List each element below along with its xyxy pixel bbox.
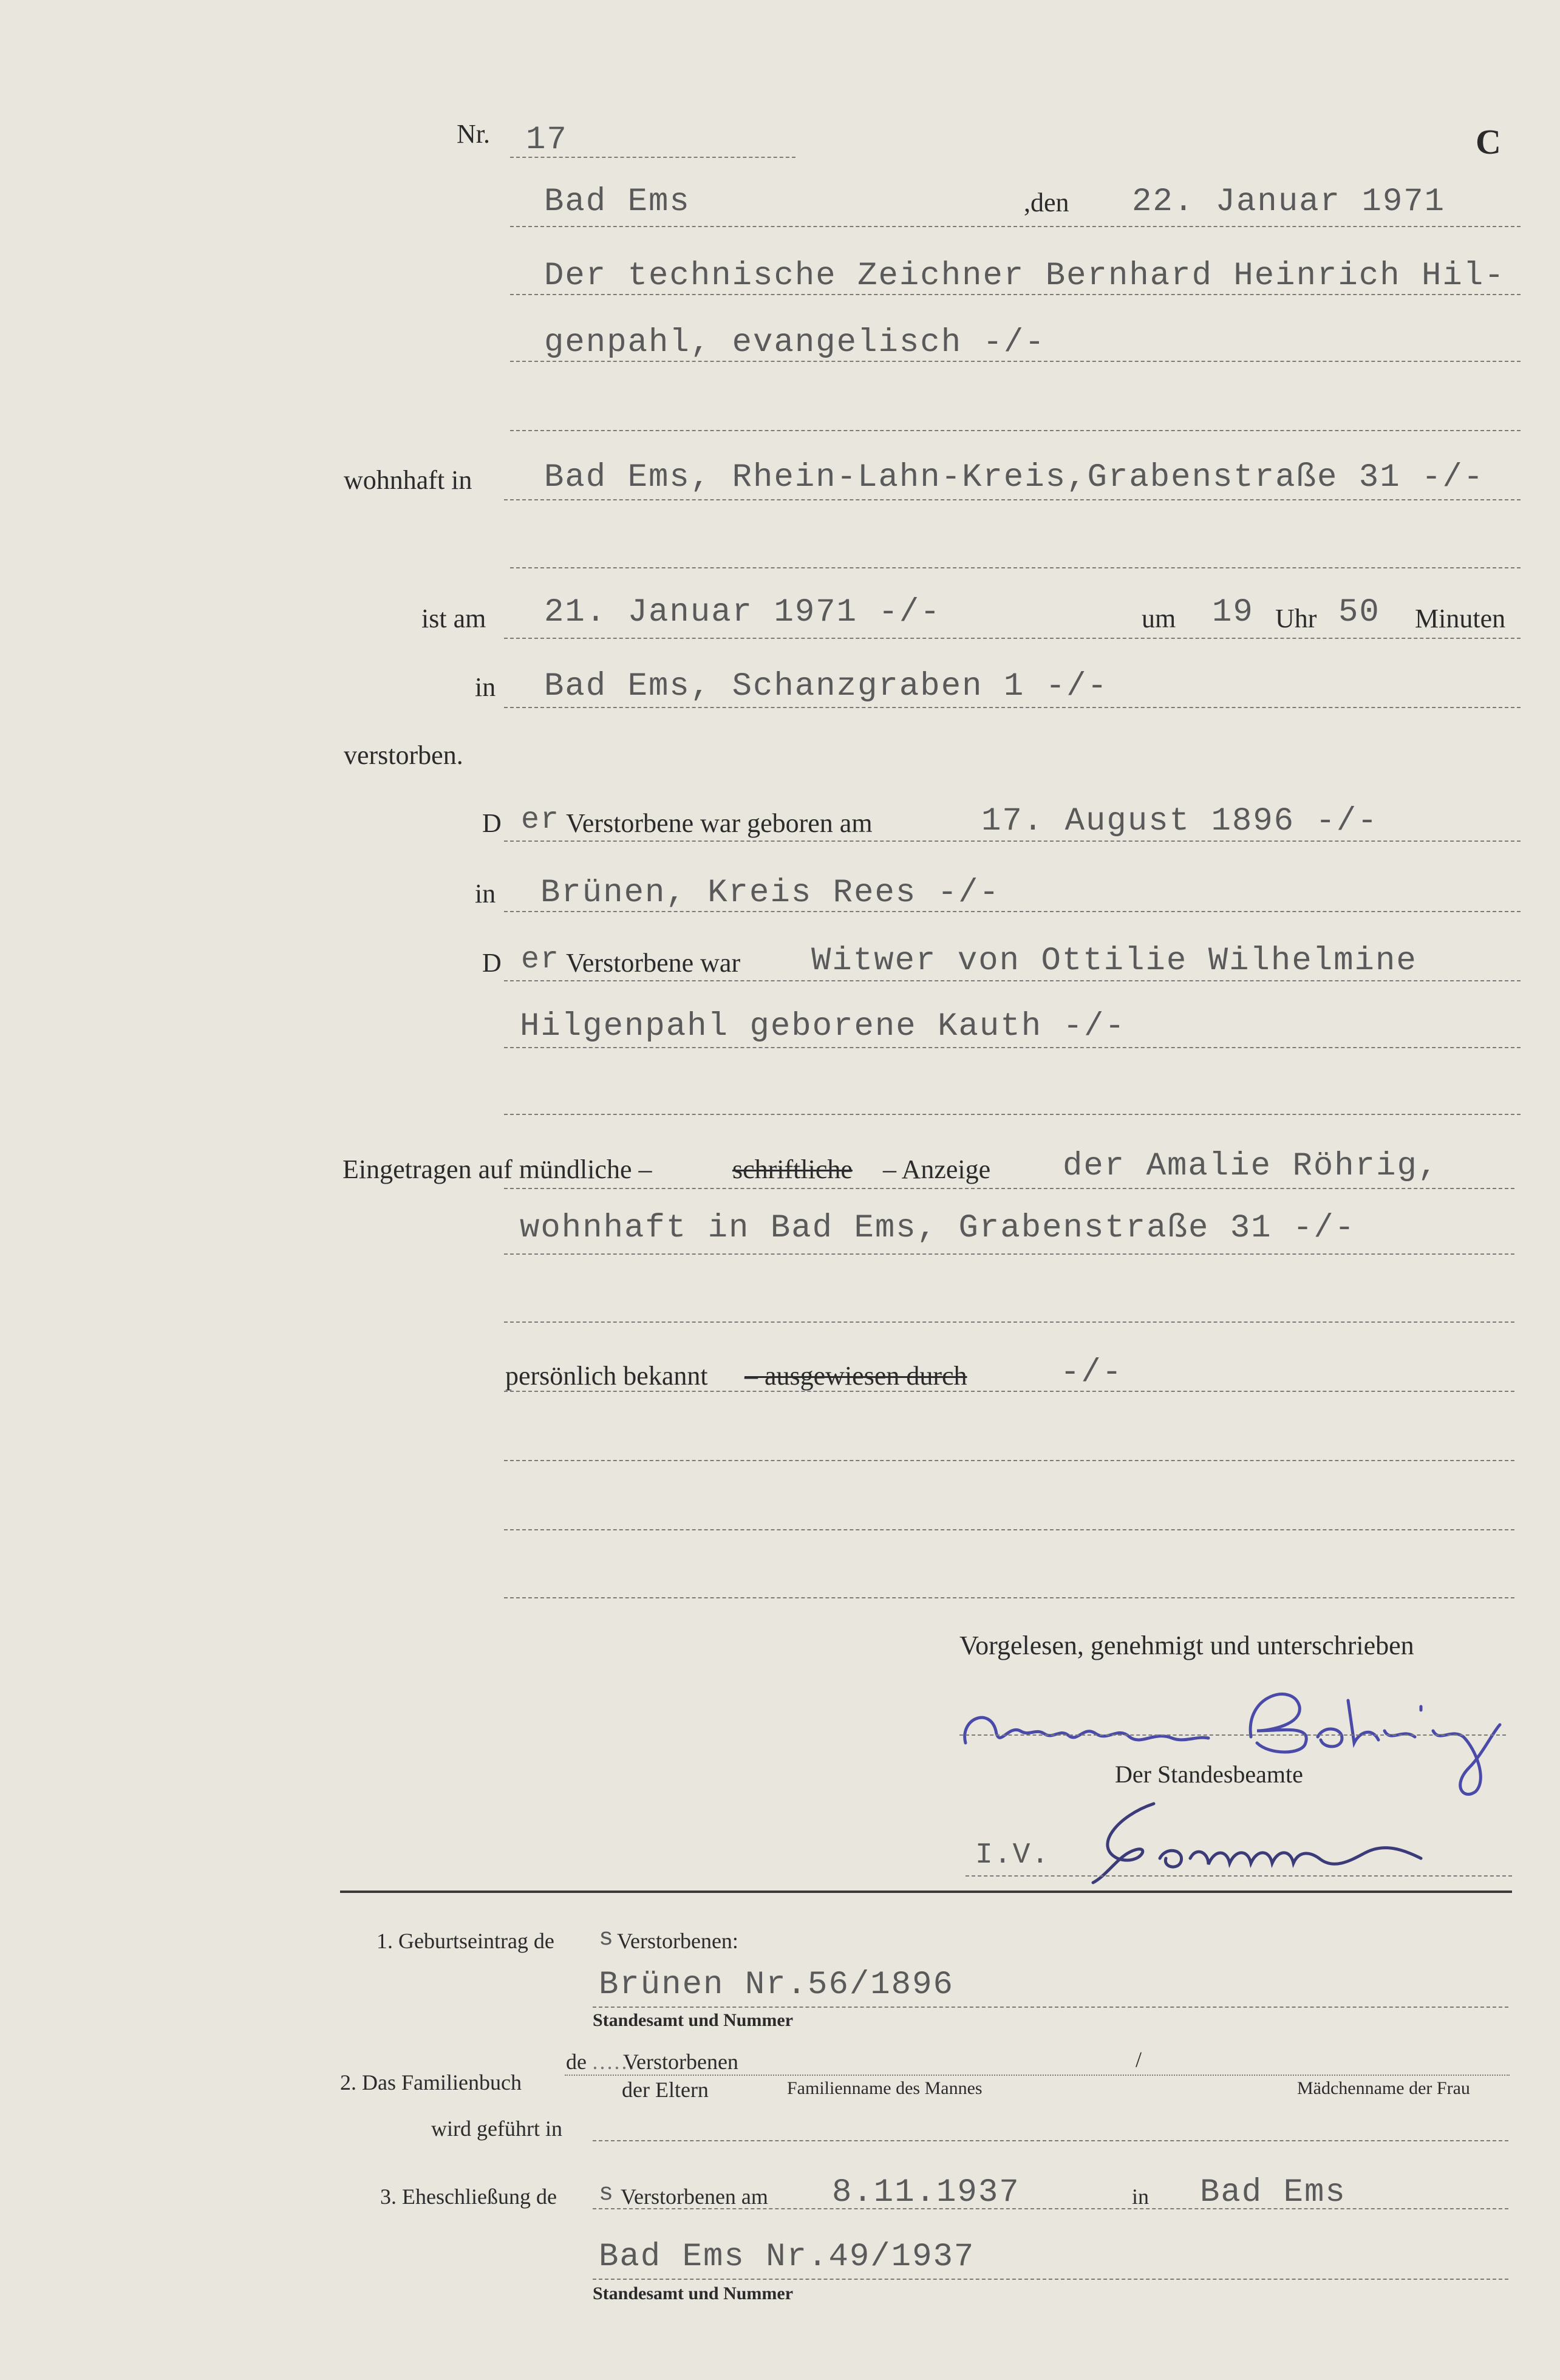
birth-place-rule [504,911,1521,912]
identity-label: persönlich bekannt [505,1361,708,1391]
ist-am-label: ist am [421,604,486,633]
entry-line-1-rule [504,1188,1514,1189]
familienname-label: Familienname des Mannes [787,2078,983,2098]
item2-de: de [566,2050,587,2074]
death-date-rule [504,638,1521,639]
identity-value: -/- [1060,1354,1123,1391]
item2-slash: / [1136,2047,1142,2071]
item2-gefuehrt-rule [593,2140,1508,2141]
item2-fraction-rule [565,2075,1510,2076]
entry-label-a: Eingetragen auf mündliche – [342,1154,652,1184]
residence-value: Bad Ems, Rhein-Lahn-Kreis,Grabenstraße 31 -/- [544,459,1485,496]
person-line-1-rule [510,294,1521,295]
official-title: Der Standesbeamte [1115,1761,1303,1788]
item3-in-label: in [1132,2184,1150,2209]
nr-label: Nr. [457,119,490,149]
item3-rule [593,2208,1508,2209]
item3-standesamt-label: Standesamt und Nummer [593,2283,794,2303]
person-line-2-rule [510,361,1521,362]
item1-value: Brünen Nr.56/1896 [599,1966,954,2003]
item1-label: 1. Geburtseintrag de [376,1929,554,1953]
person-line-2: genpahl, evangelisch -/- [544,324,1046,361]
item3-value: Bad Ems Nr.49/1937 [599,2238,975,2276]
birth-date: 17. August 1896 -/- [981,803,1378,840]
date-value: 22. Januar 1971 [1132,183,1446,220]
identity-rule [504,1391,1514,1392]
item3-date: 8.11.1937 [832,2174,1020,2211]
status-er: er [521,943,560,977]
blank-rule [510,430,1521,431]
item3-label-b: Verstorbenen am [621,2184,768,2209]
entry-line-2: wohnhaft in Bad Ems, Grabenstraße 31 -/- [520,1210,1356,1247]
status-line-1: Witwer von Ottilie Wilhelmine [811,943,1417,980]
nr-line [510,157,795,158]
entry-label-b: – Anzeige [883,1154,991,1184]
death-minutes: 50 [1338,594,1380,631]
birth-date-rule [504,841,1521,842]
den-label: ,den [1024,188,1069,217]
death-place: Bad Ems, Schanzgraben 1 -/- [544,668,1108,705]
minuten-label: Minuten [1415,604,1506,633]
item2-gefuehrt-label: wird geführt in [431,2116,562,2141]
um-label: um [1142,604,1176,633]
item3-s: s [599,2180,615,2208]
verstorben-label: verstorben. [344,740,463,770]
item2-top: Verstorbenen [623,2050,738,2074]
residence-label: wohnhaft in [344,465,472,495]
blank-rule-3 [504,1114,1521,1115]
item3-value-rule [593,2279,1508,2280]
birth-er: er [521,803,560,837]
entry-line-2-rule [504,1253,1514,1255]
birth-label: Verstorbene war geboren am [566,808,873,838]
place-date-line [510,226,1521,227]
record-letter: C [1476,122,1501,162]
place-value: Bad Ems [544,183,690,220]
signature-1-rule [959,1734,1506,1736]
entry-line-1: der Amalie Röhrig, [1063,1148,1439,1185]
birth-d-label: D [482,808,502,838]
blank-rule-5 [504,1460,1514,1461]
item1-label-b: Verstorbenen: [617,1929,738,1953]
death-date: 21. Januar 1971 -/- [544,594,941,631]
entry-label-struck: schriftliche [732,1154,853,1184]
status-label: Verstorbene war [566,948,741,978]
death-in-label: in [475,672,496,702]
item3-place: Bad Ems [1200,2174,1346,2211]
item1-standesamt-label: Standesamt und Nummer [593,2010,794,2030]
death-place-rule [504,707,1521,708]
item2-label: 2. Das Familienbuch [340,2070,522,2095]
item2-dots: …… [591,2050,635,2074]
blank-rule-6 [504,1529,1514,1530]
closing-text: Vorgelesen, genehmigt und unterschrieben [959,1631,1414,1660]
death-hour: 19 [1212,594,1254,631]
residence-rule [504,499,1521,500]
birth-place: Brünen, Kreis Rees -/- [540,875,1000,912]
iv-label: I.V. [975,1839,1051,1872]
blank-rule-7 [504,1597,1514,1598]
blank-rule-4 [504,1321,1514,1323]
maedchenname-label: Mädchenname der Frau [1297,2078,1470,2098]
person-line-1: Der technische Zeichner Bernhard Heinrich Hil- [544,257,1505,295]
status-d-label: D [482,948,502,978]
signature-sommer [1081,1792,1457,1889]
item2-bottom: der Eltern [622,2078,709,2102]
item1-s: s [599,1925,615,1952]
birth-in-label: in [475,879,496,909]
blank-rule-2 [510,567,1521,568]
status-line-2-rule [504,1047,1521,1048]
section-divider [340,1891,1512,1893]
item3-label: 3. Eheschließung de [380,2184,557,2209]
signature-2-rule [966,1875,1512,1877]
identity-struck: – ausgewiesen durch [744,1361,967,1391]
uhr-label: Uhr [1275,604,1317,633]
status-line-2: Hilgenpahl geborene Kauth -/- [520,1008,1126,1045]
status-line-1-rule [504,980,1521,981]
nr-value: 17 [526,121,568,159]
item1-rule [593,2007,1508,2008]
